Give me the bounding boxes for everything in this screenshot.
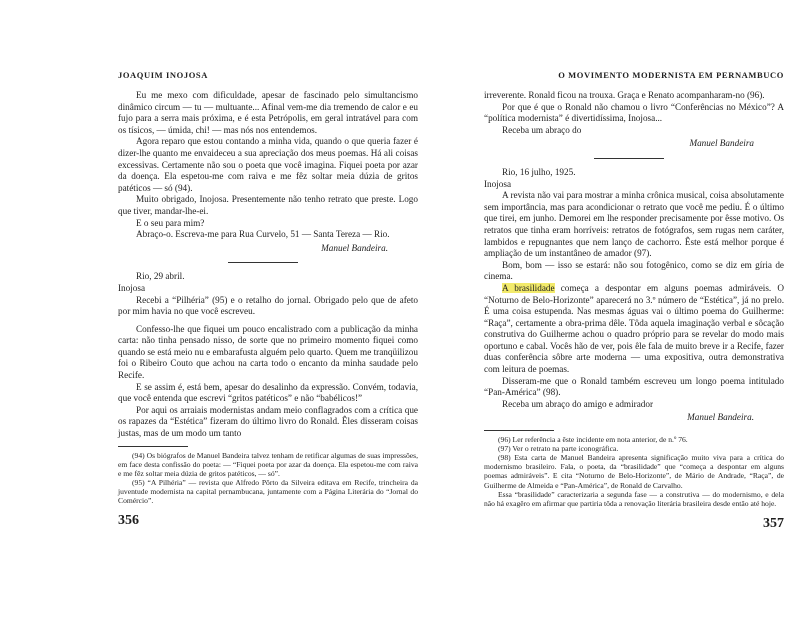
letter-date: Rio, 16 julho, 1925. (502, 166, 576, 177)
footnote: (95) “A Pilhéria” — revista que Alfredo Pôrto da Silveira editava em Recife, trincheira da juventude modernista na capital pernambucana, juntamente com a Página Literária do “Jornal do Comércio”. (118, 477, 418, 506)
paragraph-rest: começa a despontar em alguns poemas admiráveis. O “Noturno de Belo-Horizonte” aparecerá no 3.º número de “Estética”, já no prelo. É uma coisa estupenda. Nas mesmas águas vai o último poema do Guilherme: “Raça”, certamente a obra-prima dêle. Tôda aquela imaginação verbal e sôcação construtiva do Guilherme achou o quadro próprio para se revelar do modo mais oportuno e cabal. Vocês hão de ver, pois êle fala de muito breve ir a Recife, fazer duas conferência sôbre arte moderna — uma expositiva, outra demonstrativa com leitura de poemas. (484, 282, 784, 375)
paragraph: Eu me mexo com dificuldade, apesar de fascinado pelo simultancismo dinâmico circum — tu — multuante... Afinal vem-me dia tremendo de calor e eu fujo para a serra mais próxima, e é esta Petrópolis, em geral intratável para com os tísicos, — úmida, chi! — mas nós nos entendemos. (118, 90, 418, 135)
divider (228, 262, 298, 263)
paragraph: Por aqui os arraiais modernistas andam meio conflagrados com a crítica que os rapazes da “Estética” fizeram do último livro do Ronald. Êles disseram coisas justas, mas de um modo um tanto (118, 404, 418, 439)
paragraph: Recebi a “Pilhéria” (95) e o retalho do jornal. Obrigado pelo que de afeto por mim havia no que você escreveu. (118, 294, 418, 317)
footnote-divider (484, 430, 554, 431)
paragraph: Bom, bom — isso se estará: não sou fotogênico, como se diz em gíria de cinema. (484, 259, 784, 282)
footnote-divider (118, 446, 188, 447)
highlighted-text: A brasilidade (502, 282, 555, 293)
paragraph: E se assim é, está bem, apesar do desalinho da expressão. Convém, todavia, que você entenda que escrevi “gritos patéticos” e não “babélicos!” (118, 381, 418, 404)
paragraph: Confesso-lhe que fiquei um pouco encalistrado com a publicação da minha carta: não tinha pensado nisso, de sorte que no primeiro momento fiquei como quando se está meio nu e embarafusta alguém pelo quarto. Quem me tranqüilizou foi o Ribeiro Couto que achou na carta todo o encanto da minha saudade pelo Recife. (118, 323, 418, 381)
paragraph: Por que é que o Ronald não chamou o livro “Conferências no México”? A “política modernista” é divertidíssima, Inojosa... (484, 101, 784, 124)
salutation: Inojosa (484, 178, 512, 189)
signature: Manuel Bandeira (689, 138, 754, 149)
left-page (118, 70, 418, 529)
paragraph: Receba um abraço do amigo e admirador (502, 398, 654, 409)
footnote: (96) Ler referência a êste incidente em nota anterior, de n.º 76. (498, 435, 688, 445)
footnote: Essa “brasilidade” caracterizaria a segunda fase — a construtiva — do modernismo, e dela não há exagêro em afirmar que partiria tôda a renovação literária brasileira desde então até hoje. (484, 489, 784, 508)
page-number: 357 (763, 515, 784, 531)
footnote: (98) Esta carta de Manuel Bandeira apresenta significação muito viva para a crítica do modernismo brasileiro. Fala, o poeta, da “brasilidade” que “começa a despontar em alguns poemas admiráveis”. E cita “Noturno de Belo-Horizonte”, de Mário de Andrade, “Raça”, de Guilherme de Almeida e “Pan-América”, de Ronald de Carvalho. (484, 453, 784, 490)
paragraph: irreverente. Ronald ficou na trouxa. Graça e Renato acompanharam-no (96). (484, 90, 765, 100)
paragraph (484, 283, 784, 376)
letter-body (484, 90, 784, 424)
footnote: (94) Os biógrafos de Manuel Bandeira talvez tenham de retificar algumas de suas impressões, em face desta confissão do poeta: — “Fiquei poeta por azar da doença. Ela espetou-me com raiva e me fêz soltar meia dúzia de gritos patéticos, — só”. (118, 450, 418, 478)
footnote: (97) Ver o retrato na parte iconográfica. (498, 444, 619, 454)
footnotes (118, 451, 418, 506)
paragraph: Agora reparo que estou contando a minha vida, quando o que queria fazer é dizer-lhe quanto me envaideceu a sua apreciação dos meus poemas. Há ali coisas excessivas. Certamente não sou o poeta que você imagina. Fiquei poeta por azar da doença. Ela espetou-me com raiva e me fêz soltar meia dúzia de gritos patéticos — só (94). (118, 136, 418, 193)
right-page (484, 70, 784, 532)
paragraph: E o seu para mim? (136, 217, 205, 228)
salutation: Inojosa (118, 282, 146, 293)
running-head: O MOVIMENTO MODERNISTA EM PERNAMBUCO (558, 70, 784, 80)
letter-body (118, 90, 418, 440)
paragraph: Disseram-me que o Ronald também escreveu um longo poema intitulado “Pan-América” (98). (484, 375, 784, 398)
paragraph: Muito obrigado, Inojosa. Presentemente não tenho retrato que preste. Logo que tiver, mandar-lhe-ei. (118, 194, 418, 216)
running-head: JOAQUIM INOJOSA (118, 70, 208, 80)
letter-date: Rio, 29 abril. (136, 271, 185, 282)
page-number: 356 (118, 513, 139, 529)
footnotes (484, 435, 784, 508)
paragraph: Receba um abraço do (502, 124, 582, 135)
paragraph: A revista não vai para mostrar a minha crônica musical, coisa absolutamente sem importância, mas para acondicionar o retrato que você me pediu. É o último que tirei, em junho. Demorei em lhe responder precisamente por êsse motivo. Os retratos que tinha eram horríveis: retratos de fotógrafos, sem rugas nem caráter, lambidos e repugnantes que nem lanço de cachorro. Êste está melhor porque é ampliação de um instantâneo de amador (97). (484, 190, 784, 259)
signature: Manuel Bandeira. (687, 412, 754, 423)
signature: Manuel Bandeira. (321, 242, 388, 253)
paragraph: Abraço-o. Escreva-me para Rua Curvelo, 51 — Santa Tereza — Rio. (136, 229, 390, 240)
divider (594, 158, 664, 159)
